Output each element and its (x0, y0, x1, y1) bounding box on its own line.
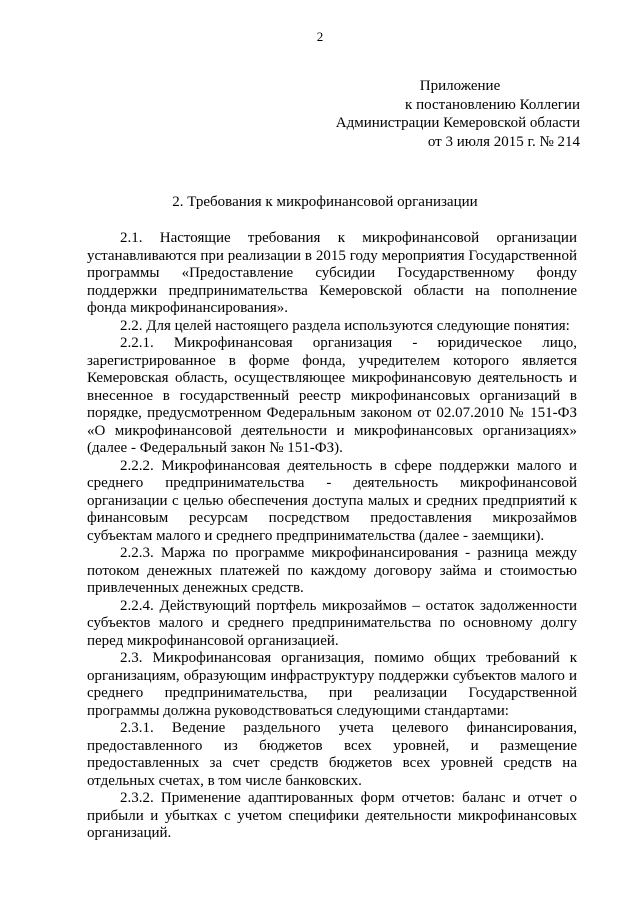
document-body (87, 230, 577, 843)
appendix-block (300, 77, 580, 151)
section-title: 2. Требования к микрофинансовой организации (172, 194, 478, 210)
appendix-title: Приложение (419, 78, 501, 94)
paragraph-2-2-2: 2.2.2. Микрофинансовая деятельность в сфере поддержки малого и среднего предпринимательства - деятельность микрофинансовой организации с целью обеспечения доступа малых и средних предприятий к финансовым ресурсам посредством предоставления микрозаймов субъектам малого и среднего предпринимательства (далее - заемщики). (87, 457, 577, 544)
page-number: 2 (316, 29, 324, 44)
paragraph-2-3-2: 2.3.2. Применение адаптированных форм отчетов: баланс и отчет о прибыли и убытках с учетом специфики деятельности микрофинансовых организаций. (87, 790, 577, 841)
paragraph-2-2-1: 2.2.1. Микрофинансовая организация - юридическое лицо, зарегистрированное в форме фонда, учредителем которого является Кемеровская область, осуществляющее микрофинансовую деятельность и внесенное в государственный реестр микрофинансовых организаций в порядке, предусмотренном Федеральным законом от 02.07.2010 № 151-ФЗ «О микрофинансовой деятельности и микрофинансовых организациях» (далее - Федеральный закон № 151-ФЗ). (87, 335, 577, 456)
paragraph-2-2: 2.2. Для целей настоящего раздела используются следующие понятия: (120, 317, 570, 334)
appendix-line-administration: Администрации Кемеровской области (335, 115, 580, 131)
appendix-line-resolution: к постановлению Коллегии (405, 96, 580, 113)
paragraph-2-2-3: 2.2.3. Маржа по программе микрофинансирования - разница между потоком денежных платежей по каждому договору займа и стоимостью привлеченных денежных средств. (87, 545, 577, 596)
paragraph-2-3: 2.3. Микрофинансовая организация, помимо общих требований к организациям, образующим инфраструктуру поддержки субъектов малого и среднего предпринимательства, при реализации Государственной программы должна руководствоваться следующими стандартами: (87, 650, 577, 719)
paragraph-2-3-1: 2.3.1. Ведение раздельного учета целевого финансирования, предоставленного из бюджетов всех уровней, и размещение предоставленных за счет средств бюджетов всех уровней средств на отдельных счетах, в том числе банковских. (87, 720, 577, 789)
appendix-line-date: от 3 июля 2015 г. № 214 (427, 133, 580, 150)
paragraph-2-1: 2.1. Настоящие требования к микрофинансовой организации устанавливаются при реализации в 2015 году мероприятия Государственной программы «Предоставление субсидии Государственному фонду поддержки предпринимательства Кемеровской области на пополнение фонда микрофинансирования». (87, 230, 577, 316)
paragraph-2-2-4: 2.2.4. Действующий портфель микрозаймов – остаток задолженности субъектов малого и среднего предпринимательства по основному долгу перед микрофинансовой организацией. (87, 597, 577, 649)
